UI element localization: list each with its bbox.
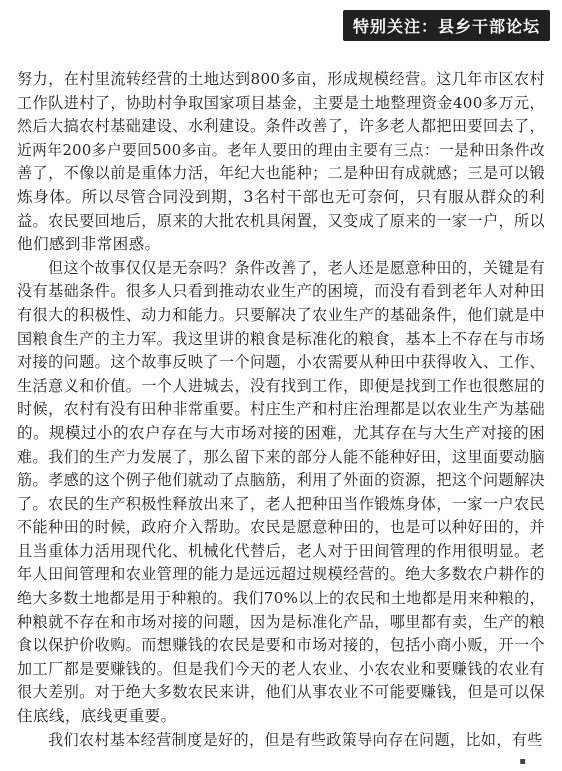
text-line: 绝大多数土地都是用于种粮的。我们70%以上的农民和土地都是用来种粮的， [17,589,545,608]
text-line: 益。农民要回地后，原来的大批农机具闲置，又变成了原来的一家一户，所以 [17,211,545,230]
text-line: 难。我们的生产力发展了，那么留下来的部分人能不能种好田，这里面要动脑 [17,447,545,466]
text-line: 近两年200多户要回500多亩。老年人要田的理由主要有三点：一是种田条件改 [17,141,545,159]
text-line: 他们感到非常困惑。 [17,235,161,254]
article-body [17,68,545,752]
text-line: 国粮食生产的主力军。我这里讲的粮食是标准化的粮食，基本上不存在与市场 [17,329,545,348]
text-line: 善了，不像以前是重体力活，年纪大也能种；二是种田有成就感；三是可以锻 [17,164,545,183]
text-line: 生活意义和价值。一个人进城去，没有找到工作，即便是找到工作也很憋屈的 [17,376,545,395]
text-line: 筋。孝感的这个例子他们就动了点脑筋，利用了外面的资源，把这个问题解决 [17,471,545,490]
text-line: 很大差别。对于绝大多数农民来讲，他们从事农业不可能要赚钱，但是可以保 [17,683,545,702]
text-line: 我们农村基本经营制度是好的，但是有些政策导向存在问题，比如，有些 [48,730,543,749]
section-label: 特别关注：县乡干部论坛 [343,10,550,41]
text-line: 然后大搞农村基础建设、水利建设。条件改善了，许多老人都把田要回去了， [17,117,545,136]
text-line: 了。农民的生产积极性释放出来了，老人把种田当作锻炼身体，一家一户农民 [17,494,545,513]
text-line: 且当重体力活用现代化、机械化代替后，老人对于田间管理的作用很明显。老 [17,541,545,560]
text-line: 住底线，底线更重要。 [17,707,177,726]
page-mark: ▪ [519,756,526,767]
paragraph [17,729,545,753]
text-line: 不能种田的时候，政府介入帮助。农民是愿意种田的，也是可以种好田的，并 [17,518,545,537]
paragraph [17,68,545,257]
text-line: 工作队进村了，协助村争取国家项目基金，主要是土地整理资金400多万元， [17,93,545,112]
text-line: 种粮就不存在和市场对接的问题，因为是标准化产品，哪里都有卖，生产的粮 [17,612,545,631]
text-line: 对接的问题。这个故事反映了一个问题，小农需要从种田中获得收入、工作、 [17,353,545,372]
text-line: 年人田间管理和农业管理的能力是远远超过规模经营的。绝大多数农户耕作的 [17,565,545,584]
text-line: 炼身体。所以尽管合同没到期，3名村干部也无可奈何，只有服从群众的利 [17,187,545,206]
text-line: 时候，农村有没有田种非常重要。村庄生产和村庄治理都是以农业生产为基础 [17,400,545,419]
text-line: 没有基础条件。很多人只看到推动农业生产的困境，而没有看到老年人对种田 [17,282,545,301]
text-line: 有很大的积极性、动力和能力。只要解决了农业生产的基础条件，他们就是中 [17,305,545,324]
paragraph [17,257,545,729]
text-line: 但这个故事仅仅是无奈吗？条件改善了，老人还是愿意种田的，关键是有 [48,258,545,277]
text-line: 食以保护价收购。而想赚钱的农民是要和市场对接的，包括小商小贩，开一个 [17,636,545,655]
header-band [0,0,562,44]
text-line: 努力，在村里流转经营的土地达到800多亩，形成规模经营。这几年市区农村 [17,70,545,88]
text-line: 加工厂都是要赚钱的。但是我们今天的老人农业、小农农业和要赚钱的农业有 [17,659,545,678]
text-line: 的。规模过小的农户存在与大市场对接的困难，尤其存在与大生产对接的困 [17,423,545,442]
